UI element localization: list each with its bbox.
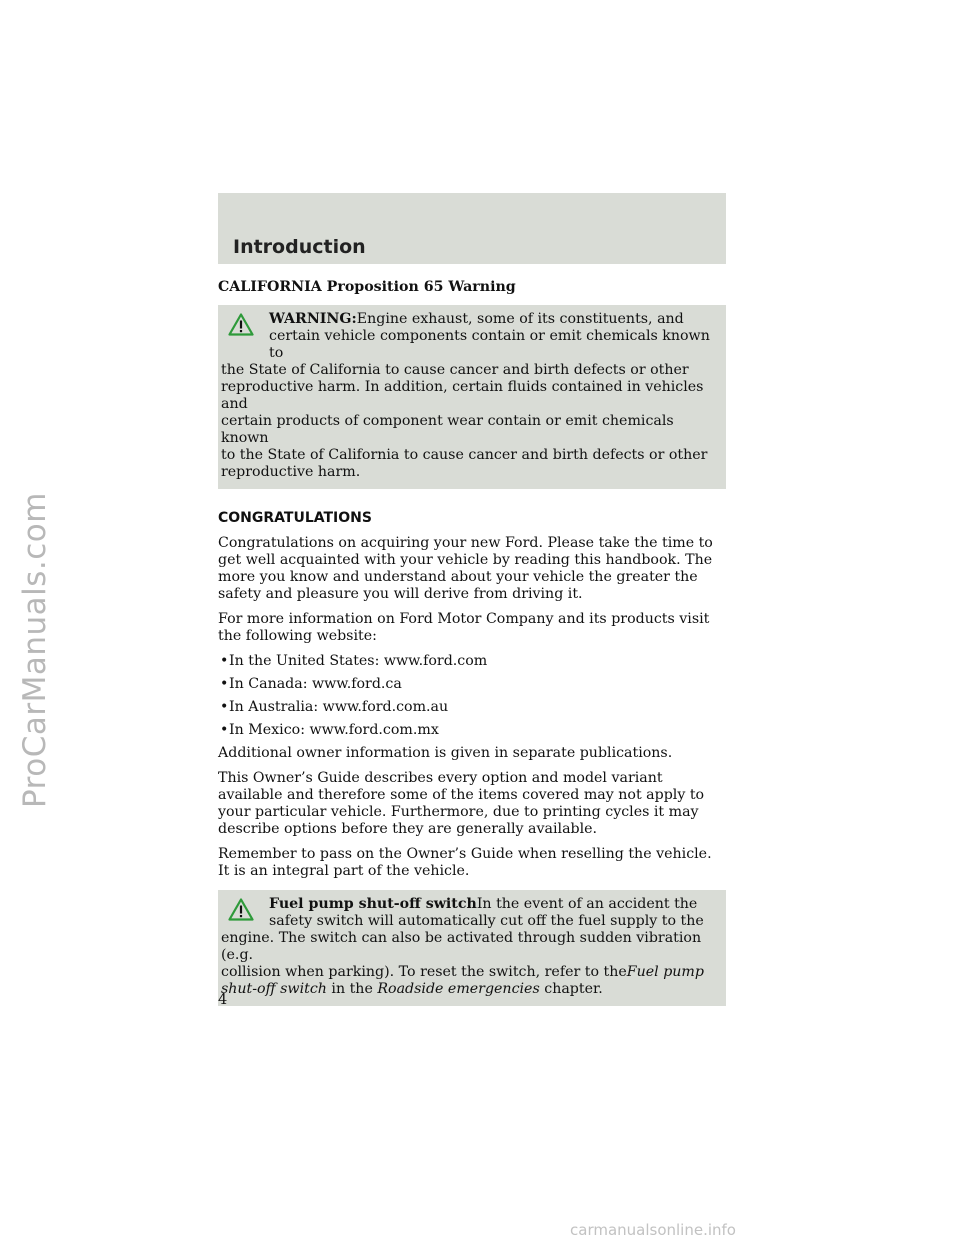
website-list [218, 653, 726, 739]
warning-line-3: the State of California to cause cancer and birth defects or other [221, 362, 689, 378]
list-item [218, 699, 726, 716]
fuel-line-1: In the event of an accident the [476, 896, 698, 912]
page-content [218, 279, 726, 1027]
fuel-pump-label: Fuel pump shut-off switch [269, 896, 477, 912]
list-item [218, 653, 726, 670]
side-watermark-text: ProCarManuals.com [17, 492, 53, 808]
website-canada: In Canada: www.ford.ca [229, 676, 402, 692]
warning-line-5: certain products of component wear contain or emit chemicals known [221, 413, 674, 446]
fuel-line-4 [221, 964, 720, 998]
chapter-header [218, 193, 726, 264]
chapter-title: Introduction [233, 236, 366, 258]
warning-triangle-icon [228, 313, 254, 336]
list-item [218, 722, 726, 739]
side-watermark [10, 300, 60, 1000]
prop65-warning-box [218, 305, 726, 489]
warning-lead-line [221, 311, 720, 328]
page-number: 4 [218, 992, 228, 1008]
fuel-ref-mid: in the [331, 981, 373, 997]
list-item [218, 676, 726, 693]
website-us: In the United States: www.ford.com [229, 653, 488, 669]
congrats-paragraph-3: Additional owner information is given in separate publications. [218, 745, 673, 761]
footer-watermark: carmanualsonline.info [570, 1221, 736, 1239]
warning-line-1: Engine exhaust, some of its constituents, and [356, 311, 684, 327]
bullet-icon: • [220, 653, 229, 669]
warning-label: WARNING: [269, 311, 357, 327]
fuel-line-4-text: collision when parking). To reset the switch, refer to the [221, 964, 627, 980]
fuel-lead-line [221, 896, 720, 913]
bullet-icon: • [220, 676, 229, 692]
warning-line-7: reproductive harm. [221, 464, 361, 480]
congrats-paragraph-4: This Owner’s Guide describes every option and model variant available and therefore some of the items covered may not apply to your particular vehicle. Furthermore, due to printing cycles it may describe options before they are generally available. [218, 770, 705, 837]
bullet-icon: • [220, 722, 229, 738]
congrats-paragraph-1: Congratulations on acquiring your new Ford. Please take the time to get well acquainted with your vehicle by reading this handbook. The more you know and understand about your vehicle the greater the safety and pleasure you will derive from driving it. [218, 535, 713, 602]
fuel-ref-end: chapter. [544, 981, 603, 997]
congrats-paragraph-5: Remember to pass on the Owner’s Guide when reselling the vehicle. It is an integral part of the vehicle. [218, 846, 712, 879]
congratulations-heading: CONGRATULATIONS [218, 510, 372, 526]
website-mexico: In Mexico: www.ford.com.mx [229, 722, 439, 738]
fuel-ref-italic-1: Fuel pump shut-off switch [221, 964, 704, 997]
warning-line-2: certain vehicle components contain or emit chemicals known to [269, 328, 710, 361]
warning-line-4: reproductive harm. In addition, certain fluids contained in vehicles and [221, 379, 704, 412]
fuel-ref-italic-2: Roadside emergencies [377, 981, 540, 997]
warning-triangle-icon [228, 898, 254, 921]
fuel-line-2: safety switch will automatically cut off the fuel supply to the [269, 913, 704, 929]
bullet-icon: • [220, 699, 229, 715]
prop65-title: CALIFORNIA Proposition 65 Warning [218, 279, 516, 295]
warning-line-6: to the State of California to cause cancer and birth defects or other [221, 447, 708, 463]
fuel-pump-notice-box [218, 890, 726, 1006]
website-australia: In Australia: www.ford.com.au [229, 699, 449, 715]
fuel-line-3: engine. The switch can also be activated through sudden vibration (e.g. [221, 930, 702, 963]
congrats-paragraph-2: For more information on Ford Motor Company and its products visit the following website: [218, 611, 710, 644]
